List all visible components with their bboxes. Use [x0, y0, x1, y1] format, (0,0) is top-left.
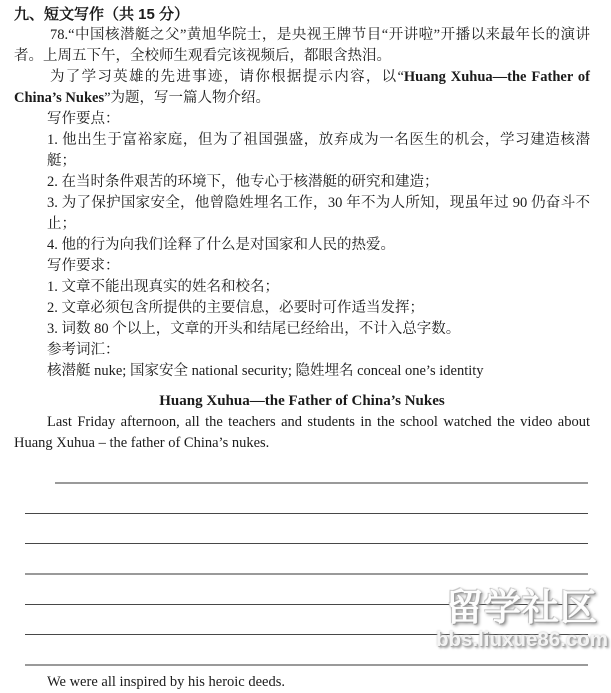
vocabulary-label: 参考词汇：: [47, 342, 120, 358]
outline-point-3: 3. 为了保护国家安全，他曾隐姓埋名工作，30 年不为人所知，现虽年过 90 仍奋斗不止；: [47, 195, 590, 232]
writing-line: [25, 605, 588, 635]
requirements-label: 写作要求：: [47, 258, 120, 274]
requirement-3: 3. 词数 80 个以上，文章的开头和结尾已经给出，不计入总字数。: [47, 321, 461, 337]
essay-opening-paragraph: Last Friday afternoon, all the teachers and students in the school watched the video about Huang Xuhua – the father of China’s nukes.: [14, 414, 590, 451]
writing-line: [55, 466, 588, 484]
watermark-site-url: bbs.liuxue86.com: [435, 628, 608, 651]
outline-point-4: 4. 他的行为向我们诠释了什么是对国家和人民的热爱。: [47, 237, 395, 253]
essay-closing-sentence: We were all inspired by his heroic deeds.: [47, 674, 286, 690]
outline-point-2: 2. 在当时条件艰苦的环境下，他专心于核潜艇的研究和建造；: [47, 174, 439, 190]
outline-point-1: 1. 他出生于富裕家庭，但为了祖国强盛，放弃成为一名医生的机会，学习建造核潜艇；: [47, 132, 590, 169]
requirement-1: 1. 文章不能出现真实的姓名和校名；: [47, 279, 279, 295]
writing-line: [25, 635, 588, 666]
vocabulary-entries: 核潜艇 nuke; 国家安全 national security; 隐姓埋名 conceal one’s identity: [47, 363, 484, 379]
intro-paragraph-2-prefix: 为了学习英雄的先进事迹，请你根据提示内容，以“: [50, 69, 404, 85]
watermark-logo: 留学社区: [445, 587, 598, 628]
intro-paragraph-2: [14, 67, 590, 109]
section-heading: 九、短文写作（共 15 分）: [14, 6, 190, 23]
essay-title-inline: Huang Xuhua—the Father of China’s Nukes: [14, 69, 591, 106]
essay-title: Huang Xuhua—the Father of China’s Nukes: [159, 393, 445, 409]
writing-line: [25, 514, 588, 544]
writing-line: [25, 484, 588, 514]
writing-line: [25, 544, 588, 575]
intro-paragraph-2-suffix: ”为题，写一篇人物介绍。: [104, 90, 271, 106]
outline-label: 写作要点：: [47, 111, 120, 127]
writing-line: [25, 575, 588, 605]
requirement-2: 2. 文章必须包含所提供的主要信息，必要时可作适当发挥；: [47, 300, 424, 316]
answer-writing-area: [25, 466, 588, 666]
intro-paragraph-1: 78.“中国核潜艇之父”黄旭华院士，是央视王牌节目“开讲啦”开播以来最年长的演讲者。上周五下午，全校师生观看完该视频后，都眼含热泪。: [14, 27, 590, 64]
